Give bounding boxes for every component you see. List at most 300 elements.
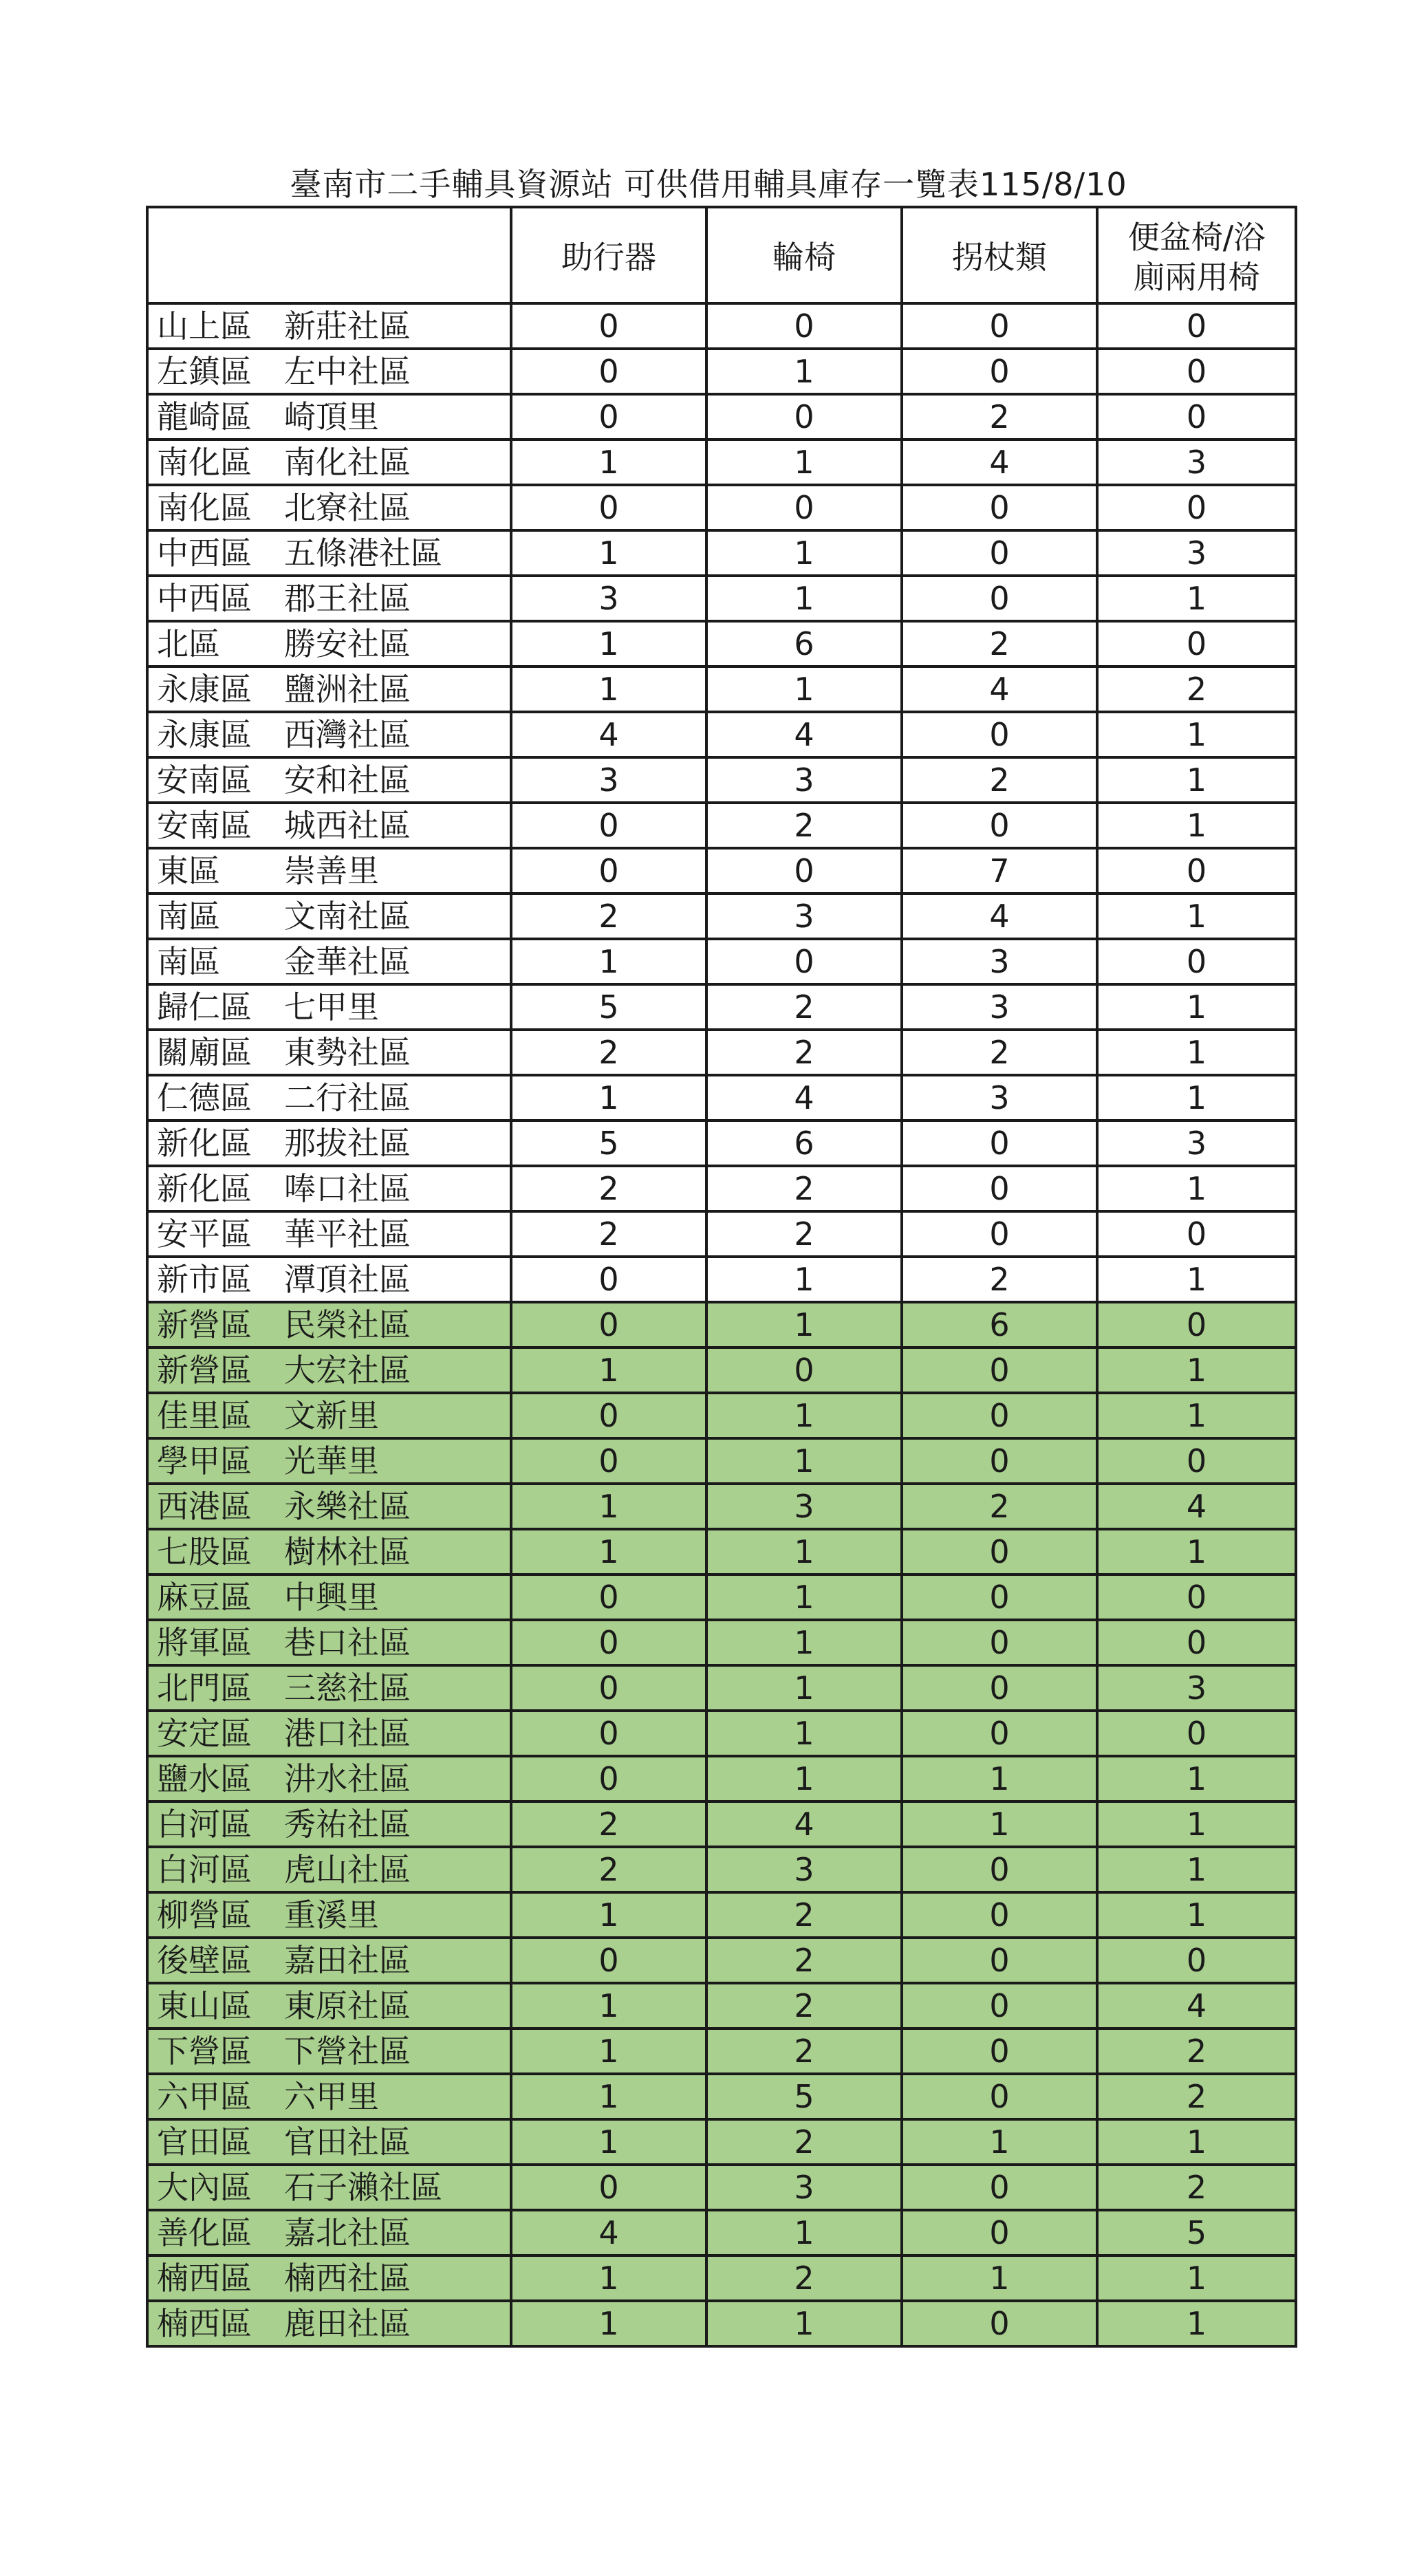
district-label: 南區 — [157, 943, 220, 980]
district-label: 官田區 — [157, 2123, 252, 2161]
crutch-count: 0 — [902, 1438, 1097, 1484]
crutch-count: 0 — [902, 1983, 1097, 2028]
district-label: 鹽水區 — [157, 1760, 252, 1797]
commode-count: 1 — [1097, 757, 1296, 803]
wheelchair-count: 1 — [706, 1529, 902, 1574]
table-row — [147, 485, 1296, 530]
crutch-count: 2 — [902, 1257, 1097, 1302]
walker-count: 0 — [511, 1938, 706, 1983]
walker-count: 2 — [511, 1801, 706, 1847]
district-label: 麻豆區 — [157, 1579, 252, 1616]
district-label: 新市區 — [157, 1261, 252, 1298]
wheelchair-count: 1 — [706, 576, 902, 621]
site-cell — [147, 621, 511, 667]
crutch-count: 4 — [902, 440, 1097, 485]
site-cell — [147, 1529, 511, 1574]
site-cell — [147, 2119, 511, 2165]
commode-count: 4 — [1097, 1983, 1296, 2028]
site-cell — [147, 530, 511, 576]
commode-count: 1 — [1097, 1529, 1296, 1574]
site-cell — [147, 1166, 511, 1211]
district-label: 東區 — [157, 852, 220, 889]
table-row — [147, 1938, 1296, 1983]
site-cell — [147, 1801, 511, 1847]
walker-count: 1 — [511, 1484, 706, 1529]
community-label: 文新里 — [284, 1397, 379, 1434]
community-label: 勝安社區 — [284, 625, 411, 662]
community-label: 金華社區 — [284, 943, 411, 980]
site-cell — [147, 1030, 511, 1075]
header-site — [147, 207, 511, 303]
community-label: 五條港社區 — [284, 534, 442, 572]
wheelchair-count: 1 — [706, 1302, 902, 1347]
table-row — [147, 530, 1296, 576]
community-label: 汫水社區 — [284, 1760, 411, 1797]
crutch-count: 4 — [902, 894, 1097, 939]
walker-count: 1 — [511, 1892, 706, 1938]
table-row — [147, 1393, 1296, 1438]
wheelchair-count: 2 — [706, 2119, 902, 2165]
district-label: 南區 — [157, 898, 220, 935]
site-cell — [147, 2301, 511, 2346]
district-label: 大內區 — [157, 2169, 252, 2206]
wheelchair-count: 0 — [706, 1347, 902, 1393]
district-label: 仁德區 — [157, 1079, 252, 1116]
district-label: 後壁區 — [157, 1942, 252, 1979]
walker-count: 0 — [511, 394, 706, 440]
commode-count: 0 — [1097, 349, 1296, 394]
district-label: 七股區 — [157, 1533, 252, 1570]
site-cell — [147, 894, 511, 939]
crutch-count: 0 — [902, 2165, 1097, 2210]
crutch-count: 7 — [902, 848, 1097, 894]
community-label: 崎頂里 — [284, 398, 379, 435]
site-cell — [147, 1847, 511, 1892]
table-row — [147, 1030, 1296, 1075]
district-label: 新化區 — [157, 1170, 252, 1207]
walker-count: 1 — [511, 530, 706, 576]
commode-count: 2 — [1097, 667, 1296, 712]
community-label: 巷口社區 — [284, 1624, 411, 1661]
site-cell — [147, 757, 511, 803]
community-label: 西灣社區 — [284, 716, 411, 753]
district-label: 歸仁區 — [157, 988, 252, 1026]
crutch-count: 3 — [902, 984, 1097, 1030]
crutch-count: 0 — [902, 1847, 1097, 1892]
district-label: 山上區 — [157, 307, 252, 345]
crutch-count: 2 — [902, 621, 1097, 667]
district-label: 永康區 — [157, 716, 252, 753]
commode-count: 2 — [1097, 2165, 1296, 2210]
crutch-count: 0 — [902, 576, 1097, 621]
district-label: 新化區 — [157, 1125, 252, 1162]
wheelchair-count: 1 — [706, 1438, 902, 1484]
district-label: 南化區 — [157, 489, 252, 526]
community-label: 新莊社區 — [284, 307, 411, 345]
walker-count: 1 — [511, 2028, 706, 2074]
walker-count: 2 — [511, 1211, 706, 1257]
table-row — [147, 712, 1296, 757]
table-row — [147, 1801, 1296, 1847]
commode-count: 0 — [1097, 939, 1296, 984]
walker-count: 0 — [511, 803, 706, 848]
wheelchair-count: 1 — [706, 1665, 902, 1711]
commode-count: 1 — [1097, 712, 1296, 757]
walker-count: 0 — [511, 303, 706, 349]
crutch-count: 0 — [902, 1574, 1097, 1620]
site-cell — [147, 803, 511, 848]
table-body — [147, 303, 1296, 2346]
district-label: 龍崎區 — [157, 398, 252, 435]
header-row — [147, 207, 1296, 303]
community-label: 城西社區 — [284, 807, 411, 844]
commode-count: 1 — [1097, 984, 1296, 1030]
crutch-count: 0 — [902, 803, 1097, 848]
table-row — [147, 2301, 1296, 2346]
crutch-count: 1 — [902, 1756, 1097, 1801]
site-cell — [147, 1484, 511, 1529]
site-cell — [147, 576, 511, 621]
walker-count: 1 — [511, 1983, 706, 2028]
commode-count: 1 — [1097, 1257, 1296, 1302]
table-row — [147, 1756, 1296, 1801]
site-cell — [147, 2210, 511, 2255]
community-label: 鹽洲社區 — [284, 671, 411, 708]
table-row — [147, 1166, 1296, 1211]
commode-count: 0 — [1097, 485, 1296, 530]
walker-count: 1 — [511, 2255, 706, 2301]
wheelchair-count: 0 — [706, 848, 902, 894]
crutch-count: 1 — [902, 1801, 1097, 1847]
commode-count: 3 — [1097, 440, 1296, 485]
crutch-count: 0 — [902, 2210, 1097, 2255]
walker-count: 1 — [511, 2119, 706, 2165]
district-label: 安南區 — [157, 761, 252, 799]
site-cell — [147, 667, 511, 712]
community-label: 二行社區 — [284, 1079, 411, 1116]
wheelchair-count: 2 — [706, 1211, 902, 1257]
commode-count: 1 — [1097, 894, 1296, 939]
wheelchair-count: 2 — [706, 1892, 902, 1938]
table-row — [147, 2119, 1296, 2165]
walker-count: 1 — [511, 939, 706, 984]
walker-count: 0 — [511, 848, 706, 894]
crutch-count: 0 — [902, 1211, 1097, 1257]
district-label: 佳里區 — [157, 1397, 252, 1434]
crutch-count: 3 — [902, 1075, 1097, 1121]
wheelchair-count: 3 — [706, 1484, 902, 1529]
community-label: 港口社區 — [284, 1715, 411, 1752]
wheelchair-count: 2 — [706, 1983, 902, 2028]
wheelchair-count: 2 — [706, 2028, 902, 2074]
crutch-count: 0 — [902, 530, 1097, 576]
site-cell — [147, 1121, 511, 1166]
walker-count: 0 — [511, 485, 706, 530]
site-cell — [147, 712, 511, 757]
crutch-count: 0 — [902, 1665, 1097, 1711]
commode-count: 1 — [1097, 1393, 1296, 1438]
commode-count: 1 — [1097, 1030, 1296, 1075]
walker-count: 0 — [511, 1438, 706, 1484]
wheelchair-count: 1 — [706, 1711, 902, 1756]
wheelchair-count: 0 — [706, 394, 902, 440]
wheelchair-count: 6 — [706, 621, 902, 667]
crutch-count: 0 — [902, 485, 1097, 530]
site-cell — [147, 394, 511, 440]
wheelchair-count: 2 — [706, 1938, 902, 1983]
wheelchair-count: 3 — [706, 757, 902, 803]
table-row — [147, 1302, 1296, 1347]
wheelchair-count: 1 — [706, 440, 902, 485]
district-label: 中西區 — [157, 534, 252, 572]
site-cell — [147, 1938, 511, 1983]
commode-count: 0 — [1097, 621, 1296, 667]
site-cell — [147, 1438, 511, 1484]
wheelchair-count: 1 — [706, 2301, 902, 2346]
header-commode: 便盆椅/浴 廁兩用椅 — [1097, 207, 1296, 303]
walker-count: 2 — [511, 1847, 706, 1892]
commode-count: 0 — [1097, 1620, 1296, 1665]
community-label: 民榮社區 — [284, 1306, 411, 1343]
table-row — [147, 894, 1296, 939]
crutch-count: 0 — [902, 1711, 1097, 1756]
district-label: 學甲區 — [157, 1442, 252, 1480]
community-label: 虎山社區 — [284, 1851, 411, 1888]
table-row — [147, 1892, 1296, 1938]
table-row — [147, 1211, 1296, 1257]
walker-count: 1 — [511, 1529, 706, 1574]
crutch-count: 2 — [902, 1484, 1097, 1529]
wheelchair-count: 0 — [706, 303, 902, 349]
walker-count: 0 — [511, 349, 706, 394]
district-label: 安平區 — [157, 1215, 252, 1253]
commode-count: 1 — [1097, 1166, 1296, 1211]
site-cell — [147, 2255, 511, 2301]
community-label: 那拔社區 — [284, 1125, 411, 1162]
table-row — [147, 667, 1296, 712]
site-cell — [147, 2165, 511, 2210]
community-label: 永樂社區 — [284, 1488, 411, 1525]
community-label: 中興里 — [284, 1579, 379, 1616]
community-label: 安和社區 — [284, 761, 411, 799]
commode-count: 0 — [1097, 848, 1296, 894]
site-cell — [147, 939, 511, 984]
commode-count: 1 — [1097, 2255, 1296, 2301]
walker-count: 1 — [511, 621, 706, 667]
walker-count: 4 — [511, 2210, 706, 2255]
crutch-count: 0 — [902, 1166, 1097, 1211]
community-label: 重溪里 — [284, 1896, 379, 1934]
community-label: 郡王社區 — [284, 580, 411, 617]
table-row — [147, 1665, 1296, 1711]
wheelchair-count: 1 — [706, 1620, 902, 1665]
table-row — [147, 848, 1296, 894]
commode-count: 1 — [1097, 1756, 1296, 1801]
crutch-count: 0 — [902, 303, 1097, 349]
wheelchair-count: 4 — [706, 1801, 902, 1847]
commode-count: 5 — [1097, 2210, 1296, 2255]
site-cell — [147, 1665, 511, 1711]
wheelchair-count: 1 — [706, 1393, 902, 1438]
table-row — [147, 984, 1296, 1030]
walker-count: 2 — [511, 1030, 706, 1075]
crutch-count: 2 — [902, 1030, 1097, 1075]
site-cell — [147, 1211, 511, 1257]
walker-count: 0 — [511, 1302, 706, 1347]
community-label: 楠西社區 — [284, 2260, 411, 2297]
commode-count: 1 — [1097, 1847, 1296, 1892]
crutch-count: 0 — [902, 2028, 1097, 2074]
commode-count: 3 — [1097, 1121, 1296, 1166]
site-cell — [147, 2028, 511, 2074]
community-label: 左中社區 — [284, 353, 411, 390]
site-cell — [147, 1711, 511, 1756]
table-row — [147, 1075, 1296, 1121]
community-label: 崇善里 — [284, 852, 379, 889]
wheelchair-count: 2 — [706, 984, 902, 1030]
commode-count: 0 — [1097, 1211, 1296, 1257]
district-label: 北區 — [157, 625, 220, 662]
community-label: 南化社區 — [284, 444, 411, 481]
commode-count: 1 — [1097, 1892, 1296, 1938]
community-label: 樹林社區 — [284, 1533, 411, 1570]
community-label: 嘉北社區 — [284, 2214, 411, 2251]
commode-count: 1 — [1097, 2119, 1296, 2165]
site-cell — [147, 1620, 511, 1665]
walker-count: 2 — [511, 1166, 706, 1211]
wheelchair-count: 2 — [706, 1030, 902, 1075]
community-label: 石子瀨社區 — [284, 2169, 442, 2206]
crutch-count: 0 — [902, 1347, 1097, 1393]
table-row — [147, 349, 1296, 394]
crutch-count: 2 — [902, 757, 1097, 803]
district-label: 楠西區 — [157, 2305, 252, 2342]
community-label: 光華里 — [284, 1442, 379, 1480]
commode-count: 0 — [1097, 1938, 1296, 1983]
commode-count: 3 — [1097, 1665, 1296, 1711]
wheelchair-count: 3 — [706, 894, 902, 939]
district-label: 永康區 — [157, 671, 252, 708]
community-label: 唪口社區 — [284, 1170, 411, 1207]
district-label: 白河區 — [157, 1806, 252, 1843]
community-label: 北寮社區 — [284, 489, 411, 526]
commode-count: 2 — [1097, 2028, 1296, 2074]
walker-count: 1 — [511, 1347, 706, 1393]
table-row — [147, 303, 1296, 349]
table-row — [147, 1574, 1296, 1620]
wheelchair-count: 0 — [706, 939, 902, 984]
community-label: 大宏社區 — [284, 1352, 411, 1389]
wheelchair-count: 2 — [706, 1166, 902, 1211]
site-cell — [147, 1983, 511, 2028]
community-label: 潭頂社區 — [284, 1261, 411, 1298]
walker-count: 0 — [511, 1711, 706, 1756]
wheelchair-count: 1 — [706, 1574, 902, 1620]
site-cell — [147, 2074, 511, 2119]
community-label: 六甲里 — [284, 2078, 379, 2115]
crutch-count: 1 — [902, 2255, 1097, 2301]
community-label: 嘉田社區 — [284, 1942, 411, 1979]
site-cell — [147, 303, 511, 349]
walker-count: 1 — [511, 2301, 706, 2346]
commode-count: 4 — [1097, 1484, 1296, 1529]
district-label: 左鎮區 — [157, 353, 252, 390]
district-label: 東山區 — [157, 1987, 252, 2024]
community-label: 官田社區 — [284, 2123, 411, 2161]
commode-count: 1 — [1097, 803, 1296, 848]
commode-count: 0 — [1097, 1302, 1296, 1347]
commode-count: 1 — [1097, 576, 1296, 621]
table-row — [147, 1347, 1296, 1393]
wheelchair-count: 2 — [706, 2255, 902, 2301]
table-row — [147, 1484, 1296, 1529]
site-cell — [147, 1302, 511, 1347]
wheelchair-count: 2 — [706, 803, 902, 848]
crutch-count: 3 — [902, 939, 1097, 984]
crutch-count: 1 — [902, 2119, 1097, 2165]
community-label: 文南社區 — [284, 898, 411, 935]
site-cell — [147, 485, 511, 530]
walker-count: 0 — [511, 1620, 706, 1665]
walker-count: 1 — [511, 2074, 706, 2119]
table-row — [147, 803, 1296, 848]
wheelchair-count: 1 — [706, 1756, 902, 1801]
community-label: 七甲里 — [284, 988, 379, 1026]
inventory-table — [146, 206, 1297, 2348]
site-cell — [147, 1756, 511, 1801]
commode-count: 1 — [1097, 1347, 1296, 1393]
walker-count: 5 — [511, 984, 706, 1030]
community-label: 東勢社區 — [284, 1034, 411, 1071]
crutch-count: 0 — [902, 1892, 1097, 1938]
site-cell — [147, 1075, 511, 1121]
table-row — [147, 757, 1296, 803]
district-label: 柳營區 — [157, 1896, 252, 1934]
commode-count: 1 — [1097, 1801, 1296, 1847]
header-wheelchair: 輪椅 — [706, 207, 902, 303]
district-label: 白河區 — [157, 1851, 252, 1888]
wheelchair-count: 4 — [706, 1075, 902, 1121]
site-cell — [147, 349, 511, 394]
walker-count: 1 — [511, 440, 706, 485]
district-label: 善化區 — [157, 2214, 252, 2251]
crutch-count: 0 — [902, 1938, 1097, 1983]
table-row — [147, 1983, 1296, 2028]
table-row — [147, 939, 1296, 984]
crutch-count: 0 — [902, 2074, 1097, 2119]
site-cell — [147, 1393, 511, 1438]
site-cell — [147, 1257, 511, 1302]
crutch-count: 6 — [902, 1302, 1097, 1347]
walker-count: 3 — [511, 757, 706, 803]
walker-count: 0 — [511, 1257, 706, 1302]
community-label: 三慈社區 — [284, 1669, 411, 1707]
district-label: 將軍區 — [157, 1624, 252, 1661]
crutch-count: 0 — [902, 1620, 1097, 1665]
table-row — [147, 1257, 1296, 1302]
crutch-count: 0 — [902, 712, 1097, 757]
commode-count: 3 — [1097, 530, 1296, 576]
table-row — [147, 440, 1296, 485]
table-row — [147, 2165, 1296, 2210]
wheelchair-count: 1 — [706, 530, 902, 576]
district-label: 南化區 — [157, 444, 252, 481]
crutch-count: 0 — [902, 1393, 1097, 1438]
community-label: 鹿田社區 — [284, 2305, 411, 2342]
walker-count: 4 — [511, 712, 706, 757]
crutch-count: 4 — [902, 667, 1097, 712]
district-label: 六甲區 — [157, 2078, 252, 2115]
